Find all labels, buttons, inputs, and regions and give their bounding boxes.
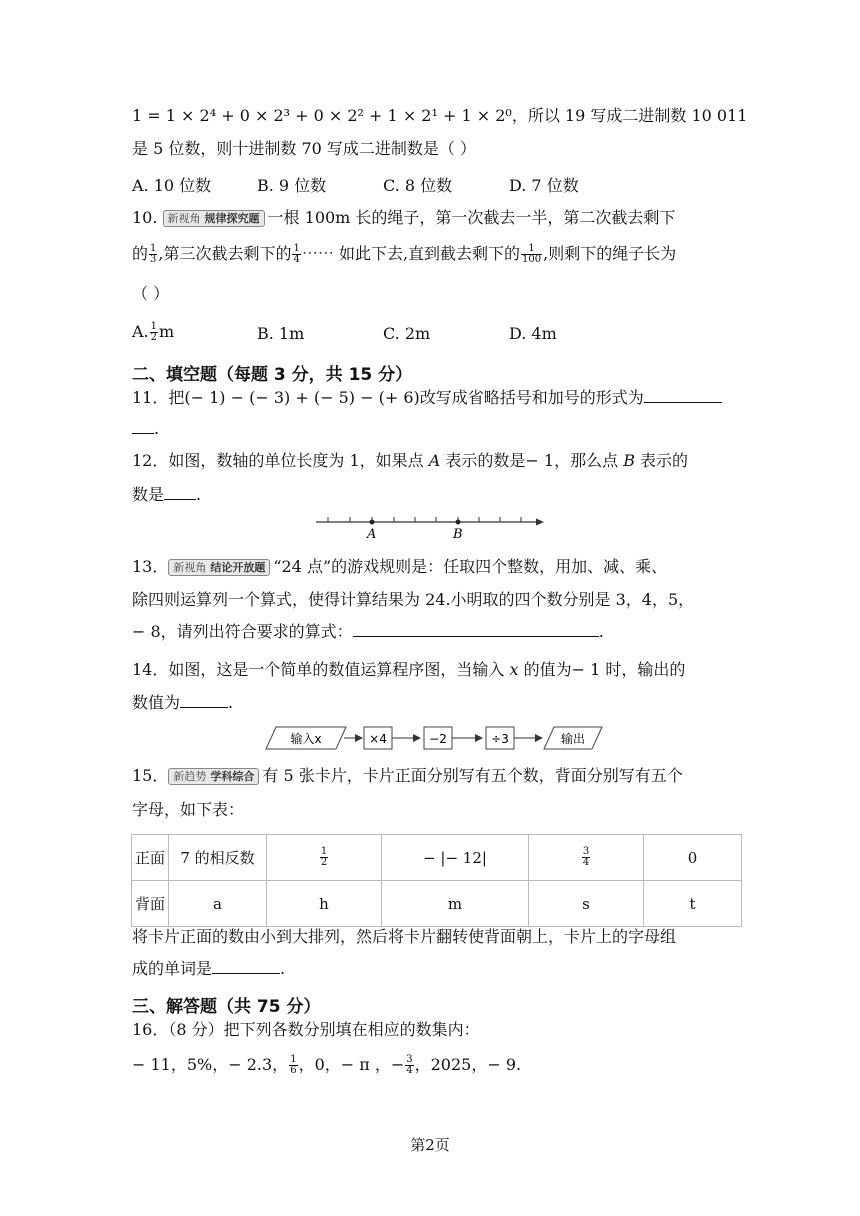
- flowchart-figure: [262, 723, 612, 753]
- q10-category-badge: 新视角 规律探究题: [163, 210, 265, 227]
- q13-line-2: 除四则运算列一个算式，使得计算结果为 24.小明取的四个数分别是 3，4，5，: [132, 590, 695, 609]
- q15-category-badge: 新趋势 学科综合: [168, 768, 259, 785]
- q15-after-line-1: 将卡片正面的数由小到大排列，然后将卡片翻转使背面朝上，卡片上的字母组: [132, 927, 677, 946]
- q9-continuation-line-1: [132, 106, 747, 126]
- q12-line-2: 数是 .: [132, 485, 202, 504]
- page-number: 第2页: [410, 1136, 450, 1154]
- q11-line-2: .: [132, 419, 159, 439]
- q10-line-1: [132, 208, 675, 228]
- point-b-marker: [456, 520, 461, 525]
- section-fill-in-blank-heading: 二、填空题（每题 3 分，共 15 分）: [132, 365, 413, 385]
- svg-text:÷3: ÷3: [491, 732, 509, 746]
- q11-line-1: 11．把(− 1) − (− 3) + (− 5) − (+ 6)改写成省略括号和加号的形式为: [132, 388, 722, 408]
- q11-answer-blank-cont: [132, 419, 154, 434]
- q15-after-line-2: 成的单词是 .: [132, 959, 286, 978]
- q10-option-a: A. $\frac{1}{2}$ m: [132, 321, 175, 343]
- q9-option-b: B. 9 位数: [257, 176, 327, 195]
- flow-input-label: 输入x: [290, 732, 322, 746]
- q12-line-1: 12．如图，数轴的单位长度为 1，如果点 A 表示的数是− 1，那么点 B 表示的: [132, 451, 689, 470]
- q9-text-1: ，所以 19 写成二进制数 10 011: [511, 106, 748, 125]
- svg-text:×4: ×4: [369, 732, 387, 746]
- q11-answer-blank: [644, 388, 722, 403]
- q14-answer-blank: [180, 693, 228, 708]
- table-row-back: 背面 a h m s t: [132, 881, 742, 927]
- q10-line-2: 的 $\frac{1}{3}$ ,第三次截去剩下的 $\frac{1}{4}$ ⋯⋯ 如此下去,直到截去剩下的 $\frac{1}{100}$ ,则剩下的绳子长为: [132, 243, 677, 265]
- q10-option-c: C. 2m: [383, 324, 431, 343]
- svg-text:−2: −2: [429, 732, 447, 746]
- q13-answer-blank: [353, 622, 599, 637]
- q13-line-3: − 8，请列出符合要求的算式： .: [132, 622, 604, 641]
- q13-line-1: 13． 新视角 结论开放题 “24 点”的游戏规则是：任取四个整数，用加、减、乘、: [132, 557, 668, 576]
- fraction-one-quarter: $\frac{1}{4}$: [293, 243, 300, 265]
- section-answer-heading: 三、解答题（共 75 分）: [132, 997, 321, 1017]
- q12-answer-blank: [164, 485, 196, 500]
- table-row-front: 正面 7 的相反数 $\frac{1}{2}$ − |− 12| $\frac{3}{4}$ 0: [132, 835, 742, 881]
- q9-option-c: C. 8 位数: [383, 176, 453, 195]
- number-line-ticks: [328, 517, 521, 522]
- row-label-back: 背面: [132, 881, 169, 927]
- q10-text-1: 一根 100m 长的绳子，第一次截去一半，第二次截去剩下: [267, 208, 676, 227]
- q10-option-b: B. 1m: [257, 324, 305, 343]
- q15-answer-blank: [212, 959, 280, 974]
- binary-expansion-formula: 1 = 1 × 2⁴ + 0 × 2³ + 0 × 2² + 1 × 2¹ + 1 × 2⁰: [132, 106, 512, 125]
- q14-line-1: 14．如图，这是一个简单的数值运算程序图，当输入 x 的值为− 1 时，输出的: [132, 660, 686, 679]
- point-a-label: A: [367, 527, 377, 542]
- q16-number-list: − 11，5%，− 2.3， $\frac{1}{6}$ ，0，− π ，− $\frac{3}{4}$ ，2025，− 9.: [132, 1054, 522, 1076]
- q9-continuation-line-2: 是 5 位数，则十进制数 70 写成二进制数是（ ）: [132, 139, 476, 158]
- number-line-arrow: [536, 519, 544, 526]
- q10-option-d: D. 4m: [509, 324, 557, 343]
- q14-line-2: 数值为 .: [132, 693, 234, 712]
- q13-category-badge: 新视角 结论开放题: [168, 559, 270, 576]
- q10-line-3: （ ）: [132, 284, 170, 303]
- point-b-label: B: [453, 527, 463, 542]
- q10-number: 10.: [132, 208, 158, 227]
- q15-line-2: 字母，如下表：: [132, 800, 245, 819]
- q11-expression: (− 1) − (− 3) + (− 5) − (+ 6): [184, 388, 420, 407]
- q9-option-a: A. 10 位数: [132, 176, 212, 195]
- q16-line-1: 16．（8 分）把下列各数分别填在相应的数集内：: [132, 1020, 480, 1039]
- number-line-figure: [310, 508, 550, 544]
- row-label-front: 正面: [132, 835, 169, 881]
- fraction-one-third: $\frac{1}{3}$: [150, 243, 157, 265]
- card-table: [131, 834, 742, 927]
- q9-option-d: D. 7 位数: [509, 176, 579, 195]
- point-a-marker: [370, 520, 375, 525]
- q15-line-1: 15． 新趋势 学科综合 有 5 张卡片，卡片正面分别写有五个数，背面分别写有五个: [132, 766, 683, 785]
- flow-output-label: 输出: [560, 732, 586, 746]
- fraction-one-hundredth: $\frac{1}{100}$: [522, 243, 542, 265]
